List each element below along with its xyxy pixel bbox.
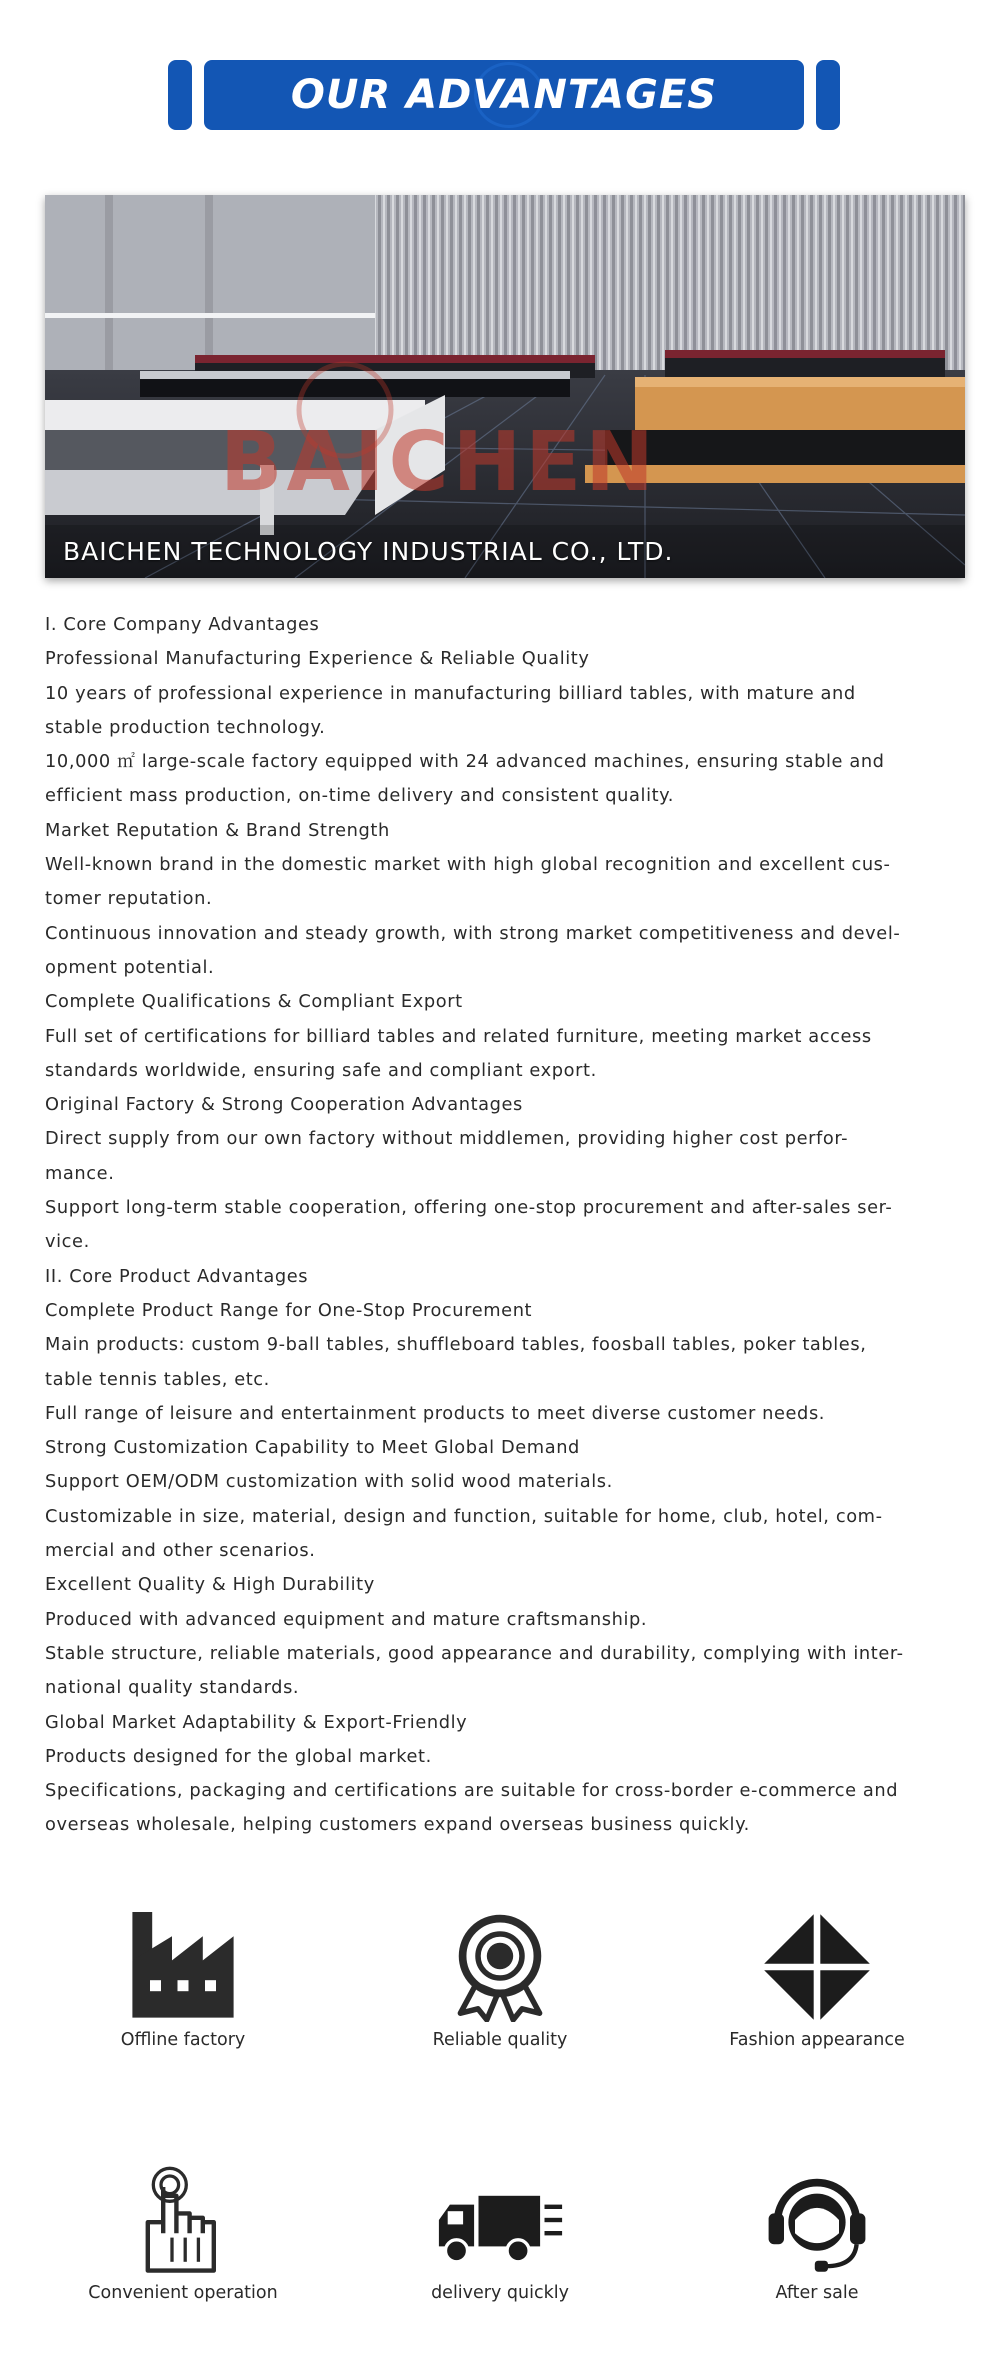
factory-icon <box>128 1912 238 2022</box>
advantages-text <box>45 608 970 1843</box>
company-name-caption: BAICHEN TECHNOLOGY INDUSTRIAL CO., LTD. <box>63 537 674 566</box>
paragraph-line: stable production technology. <box>45 716 326 738</box>
subheading: Original Factory & Strong Cooperation Advantages <box>45 1094 523 1116</box>
header-banner <box>168 60 840 130</box>
subheading: Global Market Adaptability & Export-Friendly <box>45 1711 468 1733</box>
subheading: Complete Qualifications & Compliant Export <box>45 991 463 1013</box>
paragraph-line: tomer reputation. <box>45 888 213 910</box>
feature-delivery-quickly <box>350 2165 650 2303</box>
feature-offline-factory <box>33 1912 333 2050</box>
award-ribbon-icon <box>445 1912 555 2022</box>
paragraph-line: 10 years of professional experience in manufacturing billiard tables, with mature and <box>45 682 856 704</box>
feature-label: delivery quickly <box>431 2283 569 2303</box>
feature-reliable-quality <box>350 1912 650 2050</box>
feature-after-sale <box>667 2165 967 2303</box>
paragraph-line: opment potential. <box>45 956 215 978</box>
delivery-truck-icon <box>433 2165 568 2275</box>
feature-label: Reliable quality <box>432 2030 568 2050</box>
subheading: Complete Product Range for One-Stop Procurement <box>45 1299 533 1321</box>
feature-label: After sale <box>775 2283 859 2303</box>
touch-hand-icon <box>128 2165 238 2275</box>
paragraph-line: mance. <box>45 1162 115 1184</box>
page-title: OUR ADVANTAGES <box>290 72 718 118</box>
paragraph-line: Support OEM/ODM customization with solid wood materials. <box>45 1471 613 1493</box>
paragraph-line: Customizable in size, material, design and function, suitable for home, club, hotel, com- <box>45 1505 883 1527</box>
paragraph-line: overseas wholesale, helping customers expand overseas business quickly. <box>45 1814 750 1836</box>
subheading: Strong Customization Capability to Meet Global Demand <box>45 1437 580 1459</box>
paragraph-line: Support long-term stable cooperation, offering one-stop procurement and after-sales ser- <box>45 1197 893 1219</box>
banner-right-cap <box>816 60 840 130</box>
paragraph-line: Produced with advanced equipment and mature craftsmanship. <box>45 1608 648 1630</box>
paragraph-line: Full range of leisure and entertainment products to meet diverse customer needs. <box>45 1402 826 1424</box>
paragraph-line: Specifications, packaging and certifications are suitable for cross-border e-commerce and <box>45 1780 899 1802</box>
photo-watermark: BAICHEN <box>220 415 658 510</box>
section-heading: II. Core Product Advantages <box>45 1265 309 1287</box>
paragraph-line: Continuous innovation and steady growth, with strong market competitiveness and devel- <box>45 922 901 944</box>
showroom-illustration <box>45 195 965 578</box>
paragraph-line: mercial and other scenarios. <box>45 1540 316 1562</box>
subheading: Professional Manufacturing Experience & Reliable Quality <box>45 648 590 670</box>
paragraph-line: Main products: custom 9-ball tables, shuffleboard tables, foosball tables, poker tables, <box>45 1334 867 1356</box>
paragraph-line: Well-known brand in the domestic market with high global recognition and excellent cus- <box>45 854 891 876</box>
paragraph-line: Products designed for the global market. <box>45 1745 432 1767</box>
paragraph-line: table tennis tables, etc. <box>45 1368 270 1390</box>
subheading: Market Reputation & Brand Strength <box>45 819 390 841</box>
title-bar <box>204 60 804 130</box>
paragraph-line: 10,000 ㎡ large-scale factory equipped with 24 advanced machines, ensuring stable and <box>45 751 885 773</box>
paragraph-line: standards worldwide, ensuring safe and compliant export. <box>45 1059 597 1081</box>
paragraph-line: Stable structure, reliable materials, good appearance and durability, complying with inter- <box>45 1642 904 1664</box>
paragraph-line: Direct supply from our own factory without middlemen, providing higher cost perfor- <box>45 1128 849 1150</box>
feature-convenient-operation <box>33 2165 333 2303</box>
showroom-photo <box>45 195 965 578</box>
feature-label: Fashion appearance <box>729 2030 905 2050</box>
feature-label: Offline factory <box>120 2030 246 2050</box>
paragraph-line: national quality standards. <box>45 1677 300 1699</box>
paragraph-line: vice. <box>45 1231 90 1253</box>
feature-fashion-appearance <box>667 1912 967 2050</box>
subheading: Excellent Quality & High Durability <box>45 1574 375 1596</box>
section-heading: I. Core Company Advantages <box>45 614 320 635</box>
paragraph-line: efficient mass production, on-time delivery and consistent quality. <box>45 785 675 807</box>
banner-left-cap <box>168 60 192 130</box>
paragraph-line: Full set of certifications for billiard tables and related furniture, meeting market access <box>45 1025 872 1047</box>
feature-label: Convenient operation <box>88 2283 278 2303</box>
diamond-shape-icon <box>762 1912 872 2022</box>
headset-support-icon <box>762 2165 872 2275</box>
